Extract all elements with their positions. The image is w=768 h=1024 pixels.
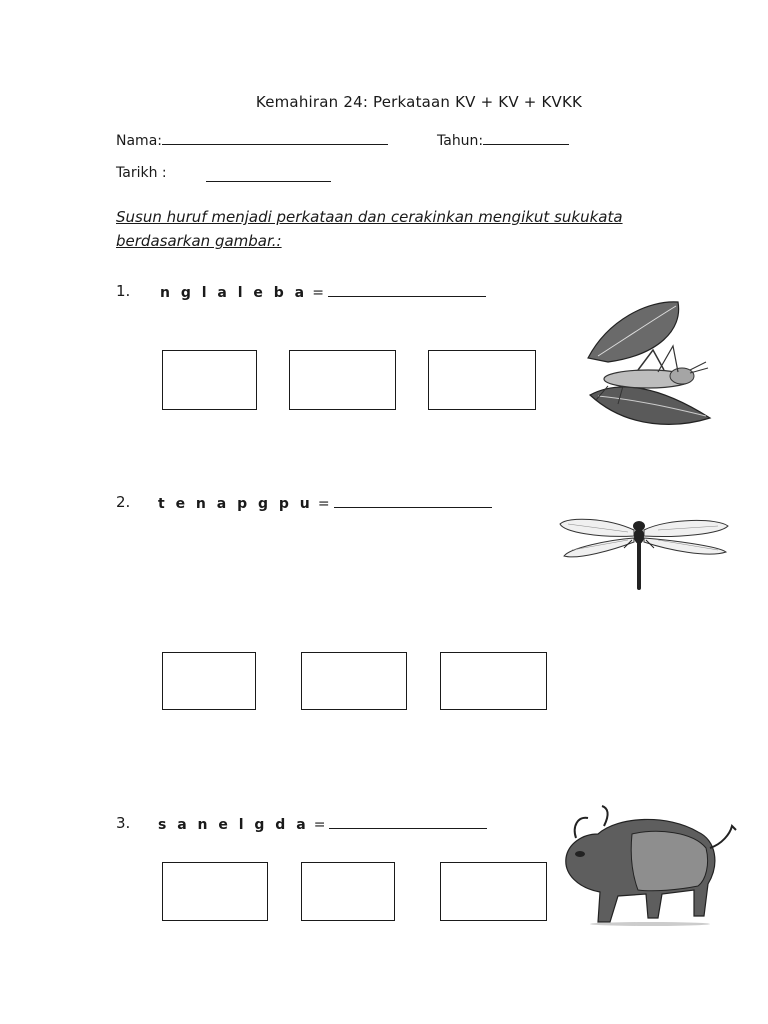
instruction bbox=[116, 205, 686, 253]
scrambled-letters: s a n e l g d a bbox=[158, 817, 309, 833]
dragonfly-icon bbox=[558, 516, 730, 594]
question-number: 1. bbox=[116, 282, 131, 300]
syllable-box[interactable] bbox=[162, 350, 257, 410]
syllable-box[interactable] bbox=[162, 652, 256, 710]
syllable-box[interactable] bbox=[428, 350, 536, 410]
date-blank[interactable] bbox=[206, 167, 331, 182]
syllable-box[interactable] bbox=[301, 652, 407, 710]
question-line bbox=[158, 814, 487, 833]
name-blank[interactable] bbox=[162, 130, 388, 145]
question-number: 2. bbox=[116, 493, 131, 511]
syllable-box[interactable] bbox=[301, 862, 395, 921]
question-line bbox=[160, 282, 486, 301]
equals-sign: = bbox=[312, 285, 324, 301]
buffalo-icon bbox=[558, 804, 740, 926]
syllable-box[interactable] bbox=[440, 862, 547, 921]
answer-blank[interactable] bbox=[329, 814, 487, 829]
answer-blank[interactable] bbox=[334, 493, 492, 508]
syllable-box[interactable] bbox=[440, 652, 547, 710]
name-field bbox=[116, 130, 388, 149]
syllable-box[interactable] bbox=[162, 862, 268, 921]
name-label: Nama: bbox=[116, 133, 162, 149]
syllable-box[interactable] bbox=[289, 350, 396, 410]
date-label: Tarikh : bbox=[116, 165, 167, 181]
scrambled-letters: t e n a p g p u bbox=[158, 496, 313, 512]
year-label: Tahun: bbox=[437, 133, 484, 149]
instruction-line-1: Susun huruf menjadi perkataan dan cerakinkan mengikut sukukata bbox=[116, 208, 623, 226]
grasshopper-on-leaf-icon bbox=[578, 300, 714, 432]
date-field bbox=[116, 165, 167, 181]
worksheet-title: Kemahiran 24: Perkataan KV + KV + KVKK bbox=[255, 93, 583, 111]
instruction-line-2: berdasarkan gambar.: bbox=[116, 232, 282, 250]
year-field bbox=[437, 130, 569, 149]
question-line bbox=[158, 493, 492, 512]
equals-sign: = bbox=[317, 496, 330, 512]
question-number: 3. bbox=[116, 814, 131, 832]
equals-sign: = bbox=[313, 817, 326, 833]
scrambled-letters: n g l a l e b a bbox=[160, 285, 308, 301]
year-blank[interactable] bbox=[483, 130, 569, 145]
answer-blank[interactable] bbox=[328, 282, 486, 297]
